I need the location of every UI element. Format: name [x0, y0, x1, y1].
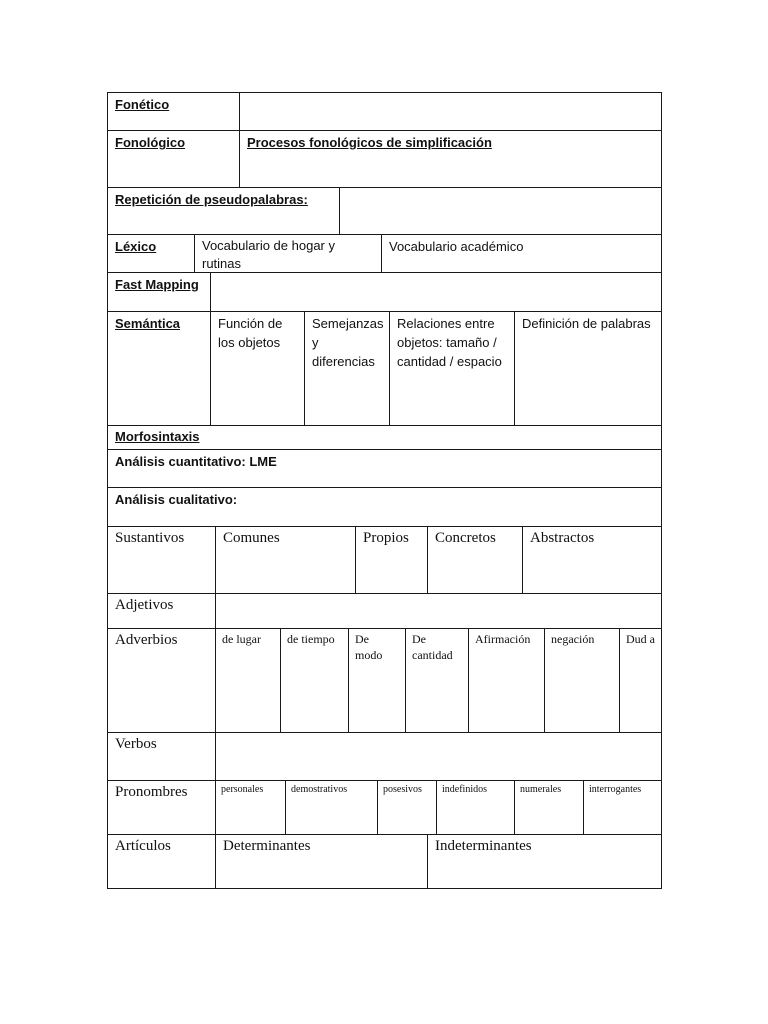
label-de-modo: De modo	[348, 628, 406, 733]
label-analisis-cualitativo: Análisis cualitativo:	[107, 487, 662, 527]
label-verbos: Verbos	[107, 732, 216, 781]
label-determinantes: Determinantes	[215, 834, 428, 889]
label-indeterminantes: Indeterminantes	[427, 834, 662, 889]
field-fast-mapping[interactable]	[210, 272, 662, 312]
label-de-lugar: de lugar	[215, 628, 281, 733]
label-sustantivos: Sustantivos	[107, 526, 216, 594]
label-fast-mapping: Fast Mapping	[107, 272, 211, 312]
label-adjetivos: Adjetivos	[107, 593, 216, 629]
label-definicion-palabras: Definición de palabras	[514, 311, 662, 426]
field-adjetivos[interactable]	[215, 593, 662, 629]
label-adverbios: Adverbios	[107, 628, 216, 733]
label-morfosintaxis: Morfosintaxis	[107, 425, 662, 450]
label-demostrativos: demostrativos	[285, 780, 378, 835]
label-interrogantes: interrogantes	[583, 780, 662, 835]
label-propios: Propios	[355, 526, 428, 594]
label-articulos: Artículos	[107, 834, 216, 889]
label-duda: Dud a	[619, 628, 662, 733]
label-numerales: numerales	[514, 780, 584, 835]
label-personales: personales	[215, 780, 286, 835]
label-vocabulario-academico: Vocabulario académico	[381, 234, 662, 273]
label-de-cantidad: De cantidad	[405, 628, 469, 733]
label-funcion-objetos: Función de los objetos	[210, 311, 305, 426]
field-repeticion[interactable]	[339, 187, 662, 235]
label-relaciones-objetos: Relaciones entre objetos: tamaño / cantidad / espacio	[389, 311, 515, 426]
label-posesivos: posesivos	[377, 780, 437, 835]
label-concretos: Concretos	[427, 526, 523, 594]
label-de-tiempo: de tiempo	[280, 628, 349, 733]
label-semantica: Semántica	[107, 311, 211, 426]
label-lexico: Léxico	[107, 234, 195, 273]
label-abstractos: Abstractos	[522, 526, 662, 594]
label-fonetico: Fonético	[107, 92, 240, 131]
field-verbos[interactable]	[215, 732, 662, 781]
label-analisis-cuantitativo: Análisis cuantitativo: LME	[107, 449, 662, 488]
label-negacion: negación	[544, 628, 620, 733]
label-comunes: Comunes	[215, 526, 356, 594]
label-indefinidos: indefinidos	[436, 780, 515, 835]
label-pronombres: Pronombres	[107, 780, 216, 835]
label-vocabulario-hogar: Vocabulario de hogar y rutinas	[194, 234, 382, 273]
label-semejanzas-diferencias: Semejanzas y diferencias	[304, 311, 390, 426]
field-fonetico[interactable]	[239, 92, 662, 131]
label-fonologico: Fonológico	[107, 130, 240, 188]
label-repeticion-pseudopalabras: Repetición de pseudopalabras:	[107, 187, 340, 235]
label-afirmacion: Afirmación	[468, 628, 545, 733]
label-procesos-fonologicos: Procesos fonológicos de simplificación	[239, 130, 662, 188]
